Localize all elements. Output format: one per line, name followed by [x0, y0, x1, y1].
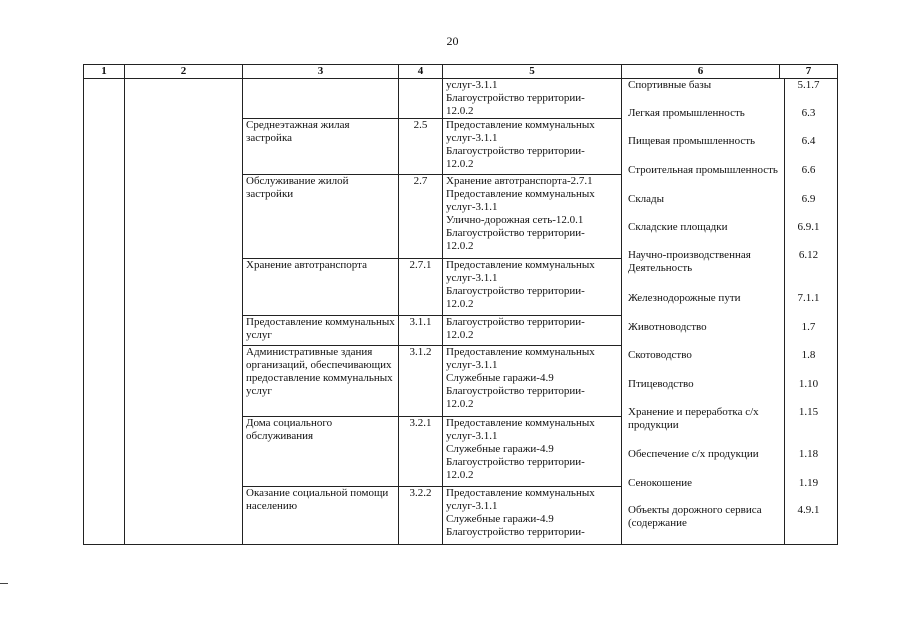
col-header-7: 7: [780, 65, 838, 79]
use-name: Обслуживание жилой застройки: [243, 175, 399, 259]
use-code: 2.7.1: [399, 259, 443, 316]
page-number: 20: [446, 34, 459, 48]
conditional-use-name: Спортивные базы: [628, 79, 712, 91]
use-name: Дома социального обслуживания: [243, 416, 399, 486]
conditional-use-name: Строительная промышленность: [628, 164, 778, 176]
use-name: Хранение автотранспорта: [243, 259, 399, 316]
conditional-use-code: 6.3: [801, 107, 816, 119]
table-row: [84, 79, 838, 119]
col-header-2: 2: [125, 65, 243, 79]
conditional-uses-cell: [622, 79, 838, 545]
conditional-use-code: 4.9.1: [797, 504, 820, 516]
conditional-use-item: [625, 448, 834, 477]
related-use-line: услуг-3.1.1: [446, 358, 498, 371]
conditional-use-item: [625, 221, 834, 249]
related-use-line: услуг-3.1.1: [446, 272, 498, 285]
conditional-use-name: Железнодорожные пути: [628, 292, 741, 304]
conditional-use-item: [625, 406, 834, 448]
conditional-use-name: Научно-производственная Деятельность: [628, 249, 751, 274]
related-use-line: Благоустройство территории-: [446, 285, 585, 298]
conditional-use-item: [625, 135, 834, 164]
conditional-use-code: 6.4: [801, 135, 816, 147]
related-use-line: 12.0.2: [446, 298, 474, 311]
related-use-line: Благоустройство территории-: [446, 316, 585, 329]
conditional-use-code: 6.9: [801, 193, 816, 205]
col-header-3: 3: [243, 65, 399, 79]
related-use-line: 12.0.2: [446, 105, 474, 117]
conditional-use-name: Птицеводство: [628, 378, 694, 390]
conditional-use-code: 1.7: [801, 321, 816, 333]
conditional-use-item: [625, 321, 834, 349]
conditional-use-code: 6.9.1: [797, 221, 820, 233]
conditional-use-code: 1.10: [798, 378, 819, 390]
related-use-line: Служебные гаражи-4.9: [446, 442, 554, 455]
conditional-use-item: [625, 378, 834, 406]
related-use-line: Предоставление коммунальных: [446, 345, 595, 358]
related-use-line: 12.0.2: [446, 240, 474, 253]
conditional-use-name: Склады: [628, 193, 665, 205]
use-code: 3.1.1: [399, 316, 443, 345]
conditional-use-name: Пищевая промышленность: [628, 135, 756, 147]
use-name: Административные здания организаций, обеспечивающих предоставление коммунальных услуг: [243, 345, 399, 416]
col-header-4: 4: [399, 65, 443, 79]
col-header-1: 1: [84, 65, 125, 79]
related-use-line: Служебные гаражи-4.9: [446, 512, 554, 525]
conditional-use-code: 1.8: [801, 349, 816, 361]
related-uses: [443, 119, 622, 175]
related-use-line: Предоставление коммунальных: [446, 188, 595, 201]
use-code: 3.2.2: [399, 486, 443, 544]
col-header-5: 5: [443, 65, 622, 79]
conditional-use-item: [625, 477, 834, 504]
related-use-line: Благоустройство территории-: [446, 525, 585, 538]
related-uses: [443, 79, 622, 119]
use-code: 3.1.2: [399, 345, 443, 416]
conditional-use-item: [625, 193, 834, 221]
col-header-6: 6: [622, 65, 780, 79]
use-name: Среднеэтажная жилая застройка: [243, 119, 399, 175]
margin-tick: [0, 583, 8, 584]
conditional-uses-list: [625, 79, 834, 544]
related-uses: [443, 345, 622, 416]
conditional-use-item: [625, 292, 834, 321]
related-use-line: Служебные гаражи-4.9: [446, 371, 554, 384]
related-use-line: услуг-3.1.1: [446, 499, 498, 512]
conditional-use-name: Легкая промышленность: [628, 107, 745, 119]
use-code: 2.5: [399, 119, 443, 175]
related-use-line: 12.0.2: [446, 158, 474, 171]
conditional-use-item: [625, 349, 834, 378]
related-use-line: Предоставление коммунальных: [446, 486, 595, 499]
conditional-use-code: 6.6: [801, 164, 816, 176]
related-uses: [443, 416, 622, 486]
related-uses: [443, 316, 622, 345]
related-use-line: Предоставление коммунальных: [446, 119, 595, 132]
related-use-line: Улично-дорожная сеть-12.0.1: [446, 214, 584, 227]
related-use-line: Благоустройство территории-: [446, 384, 585, 397]
related-use-line: Предоставление коммунальных: [446, 259, 595, 272]
use-code: 3.2.1: [399, 416, 443, 486]
conditional-use-item: [625, 504, 834, 544]
conditional-use-code: 1.19: [798, 477, 819, 489]
conditional-use-item: [625, 164, 834, 193]
conditional-use-code: 1.18: [798, 448, 819, 460]
related-uses: [443, 175, 622, 259]
related-use-line: Благоустройство территории-: [446, 145, 585, 158]
conditional-use-name: Скотоводство: [628, 349, 692, 361]
header-row: [84, 65, 838, 79]
related-use-line: услуг-3.1.1: [446, 79, 498, 91]
col1-cell: [84, 79, 125, 545]
related-use-line: услуг-3.1.1: [446, 132, 498, 145]
conditional-use-code: 6.12: [798, 249, 819, 261]
conditional-use-name: Хранение и переработка с/х продукции: [628, 406, 759, 431]
related-use-line: 12.0.2: [446, 468, 474, 481]
related-use-line: Благоустройство территории-: [446, 455, 585, 468]
conditional-use-code: 1.15: [798, 406, 819, 418]
related-uses: [443, 259, 622, 316]
conditional-use-item: [625, 107, 834, 135]
related-use-line: Предоставление коммунальных: [446, 416, 595, 429]
conditional-use-name: Обеспечение с/х продукции: [628, 448, 759, 460]
related-use-line: услуг-3.1.1: [446, 201, 498, 214]
related-use-line: Благоустройство территории-: [446, 92, 585, 104]
related-use-line: 12.0.2: [446, 397, 474, 410]
related-use-line: 12.0.2: [446, 329, 474, 342]
conditional-use-name: Складские площадки: [628, 221, 728, 233]
use-name: Предоставление коммунальных услуг: [243, 316, 399, 345]
conditional-use-code: 5.1.7: [797, 79, 820, 91]
related-use-line: услуг-3.1.1: [446, 429, 498, 442]
related-uses: [443, 486, 622, 544]
use-name: [243, 79, 399, 119]
conditional-use-name: Объекты дорожного сервиса (содержание: [628, 504, 762, 529]
col2-cell: [125, 79, 243, 545]
use-code: 2.7: [399, 175, 443, 259]
related-use-line: Благоустройство территории-: [446, 227, 585, 240]
conditional-use-name: Животноводство: [628, 321, 707, 333]
conditional-use-item: [625, 249, 834, 292]
conditional-use-code: 7.1.1: [797, 292, 820, 304]
related-use-line: Хранение автотранспорта-2.7.1: [446, 175, 593, 188]
conditional-use-name: Сенокошение: [628, 477, 693, 489]
use-code: [399, 79, 443, 119]
use-name: Оказание социальной помощи населению: [243, 486, 399, 544]
permitted-use-table: [83, 64, 838, 545]
conditional-use-item: [625, 79, 834, 107]
